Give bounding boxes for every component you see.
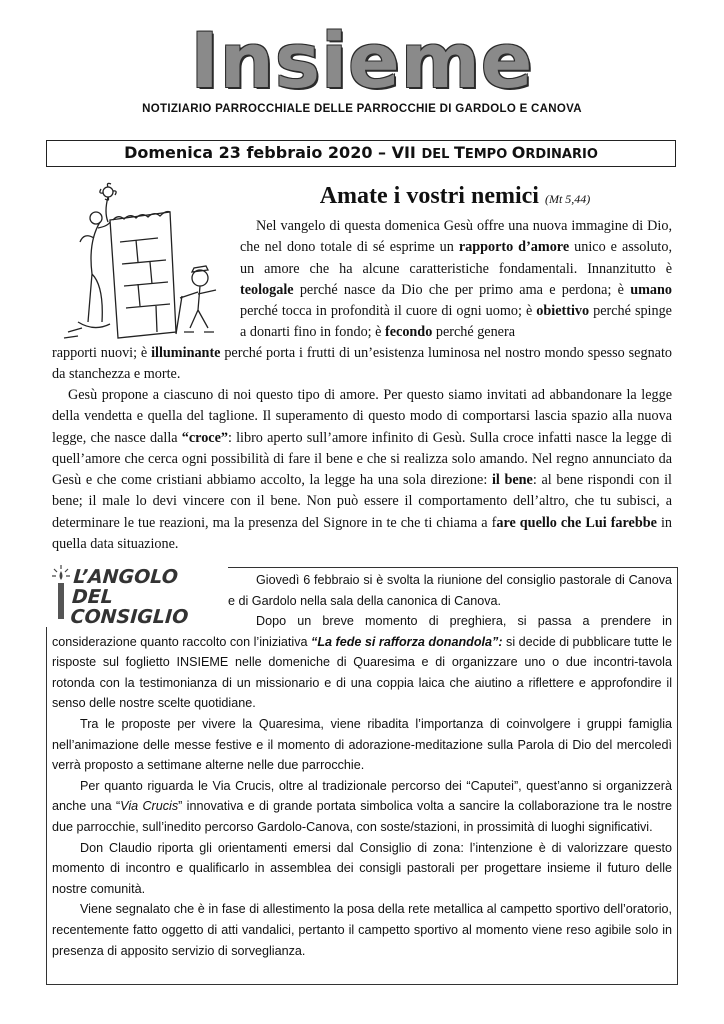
logo-line-1: L’ANGOLO — [72, 566, 179, 588]
date-t: T — [453, 143, 465, 162]
consiglio-paragraph-2 — [52, 611, 672, 714]
date-main: Domenica 23 febbraio 2020 – VII — [124, 143, 422, 162]
date-o: O — [511, 143, 526, 162]
logo-line-2: DEL CONSIGLIO — [69, 586, 190, 628]
date-banner — [46, 140, 676, 167]
text-run: : libro aperto sull’amore infinito di Gesù. Sulla croce infatti nasce la legge di quell’amore che cerca ogni possibilità di fare il bene e che si realizza solo amando. Nel regno annunciato da Gesù e che come cristiani abbiamo accolto, la legge ha una sola direzione: — [52, 429, 672, 489]
consiglio-paragraph-6: Viene segnalato che è in fase di allestimento la posa della rete metallica al campetto sportivo dell’oratorio, recentemente fatto oggetto di atti vandalici, pertanto il campetto sportivo al momento viene reso agibile solo in presenza di apposito servizio di sorveglianza. — [52, 902, 672, 958]
newsletter-logo: Insieme — [190, 16, 534, 105]
masthead — [0, 16, 724, 105]
bold-run: il bene — [491, 472, 533, 489]
consiglio-body — [52, 611, 672, 961]
text-run: rapporti nuovi; è — [52, 345, 152, 361]
article-title — [240, 181, 670, 214]
date-tempo: EMPO — [464, 147, 512, 162]
text-run: Gesù propone a ciascuno di noi questo tipo di amore. Per questo siamo invitati ad abbandonare la legge della vendetta e quella del taglione. Il superamento di questo modo di comportarsi lascia spazio alla nuova legge, che nasce dalla — [52, 387, 672, 446]
consiglio-paragraph-3: Tra le proposte per vivere la Quaresima, viene ribadita l’importanza di coinvolgere i gruppi famiglia nell’animazione delle messe festive e il momento di adorazione-meditazione sulla Parola di Dio del mercoledì verrà proposto a settimane alterne nelle due parrocchie. — [52, 716, 672, 773]
bold-run: fecondo — [385, 324, 433, 341]
article-paragraph-1 — [240, 216, 672, 344]
text-run: Dopo un breve momento di preghiera, si passa a prendere in considerazione quanto raccolto con l’iniziativa — [52, 614, 672, 649]
text-run: unico e assoluto, un amore che ha alcune caratteristiche fondamentali. Innanzitutto è — [240, 239, 673, 277]
bold-run: “croce” — [181, 429, 228, 446]
newsletter-subtitle: NOTIZIARIO PARROCCHIALE DELLE PARROCCHIE DI GARDOLO E CANOVA — [142, 103, 582, 115]
text-run: Nel vangelo di questa domenica Gesù offre una nuova immagine di Dio, che nel dono totale di sé esprime un — [240, 218, 672, 256]
bold-run: are quello che Lui farebbe — [496, 514, 657, 531]
bold-run: illuminante — [151, 345, 221, 361]
text-run: perché tocca in profondità il cuore di ogni uomo; è — [240, 303, 537, 320]
date-del: DEL — [421, 147, 454, 162]
quote-run: “La fede si rafforza donandola”: — [311, 634, 503, 649]
consiglio-intro — [228, 570, 672, 611]
text-run: Per quanto riguarda le Via Crucis, oltre al tradizionale percorso dei “Caputei”, quest’anno si organizzerà anche una “ — [52, 778, 672, 814]
bold-run: umano — [630, 281, 672, 298]
italic-run: Via Crucis — [120, 799, 179, 814]
article-reference: (Mt 5,44) — [544, 192, 591, 206]
text-run: perché spinge a donarti fino in fondo; è — [240, 303, 672, 341]
bold-run: teologale — [240, 281, 294, 298]
text-run: perché porta i frutti di un’esistenza luminosa nel nostro mondo spesso segnato da stanchezza e morte. — [52, 345, 672, 383]
bold-run: rapporto d’amore — [458, 239, 570, 256]
article-paragraph-1-continued — [52, 343, 672, 386]
text-run: Giovedì 6 febbraio si è svolta la riunione del consiglio pastorale di Canova e di Gardolo nella sala della canonica di Canova. — [228, 573, 672, 608]
article-paragraph-2 — [52, 385, 672, 555]
text-run: si decide di pubblicare tutte le risposte sul foglietto INSIEME nelle domeniche di Quaresima e di organizzare uno o due incontri-tavola rotonda con la testimonianza di un missionario e di una coppia laica che aiutino a riflettere e approfondire il senso delle nostre scelte quotidiane. — [52, 634, 672, 711]
text-run: perché nasce da Dio che per primo ama e perdona; è — [293, 281, 631, 298]
text-run: in quella data situazione. — [52, 514, 672, 553]
date-ordinario: RDINARIO — [525, 147, 598, 162]
consiglio-paragraph-5: Don Claudio riporta gli orientamenti emersi dal Consiglio di zona: l’intenzione è di valorizzare questo momento di incontro e qualificarlo in assemblea dei consigli pastorali per progettare insieme il futuro delle nostre comunità. — [52, 840, 672, 896]
wall-flower-illustration — [58, 182, 238, 344]
text-run: perché genera — [432, 324, 515, 341]
text-run: : al bene rispondi con il bene; il male lo devi vincere con il bene. Non può essere il comportamento dell’altro, che tu subisci, a determinare le tue reazioni, ma la presenza del Signore in te che ti chiama a f — [52, 472, 672, 531]
consiglio-paragraph-4 — [52, 776, 672, 838]
text-run: ” innovativa e di grande portata simbolica volta a sancire la collaborazione tra le nostre due parrocchie, sull’inedito percorso Gardolo-Canova, con soste/stazioni, in prossimità di luoghi significativi. — [52, 799, 672, 834]
bold-run: obiettivo — [536, 303, 590, 320]
article-title-text: Amate i vostri nemici — [319, 183, 539, 209]
